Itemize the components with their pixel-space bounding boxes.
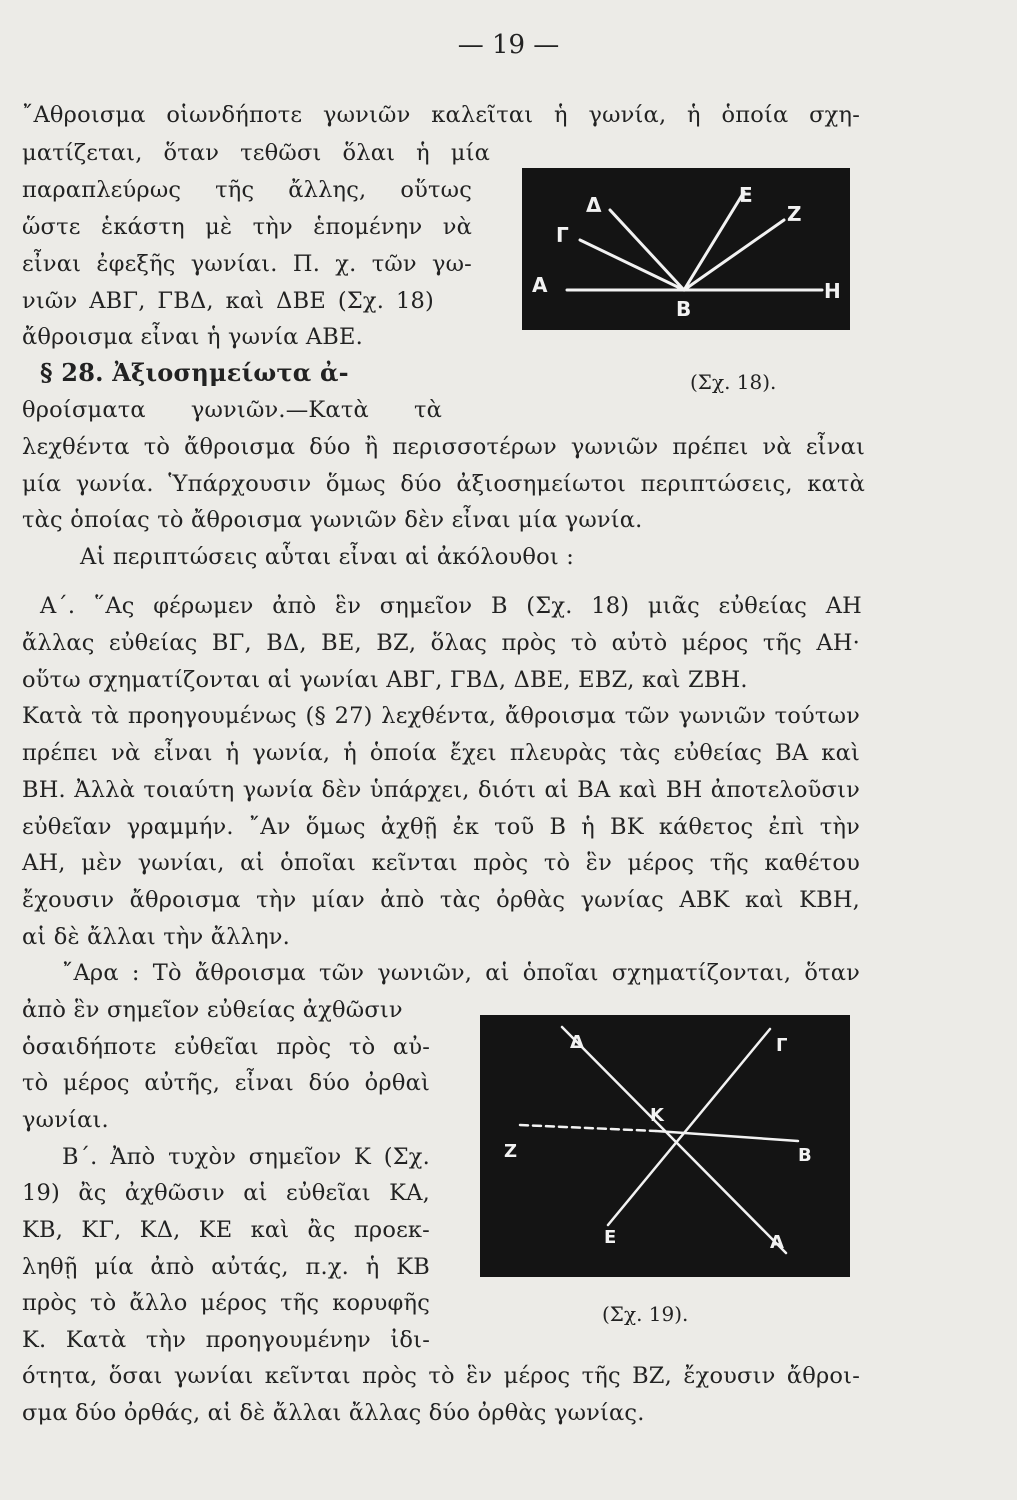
label-E: Ε (604, 1227, 617, 1248)
figure-18 (522, 168, 850, 330)
text-line: Κατὰ τὰ προηγουμένως (§ 27) λεχθέντα, ἄθροισμα τῶν γωνιῶν τούτων (22, 703, 860, 729)
text-line: ἔχουσιν ἄθροισμα τὴν μίαν ἀπὸ τὰς ὀρθὰς γωνίας ΑΒΚ καὶ ΚΒΗ, (22, 887, 860, 913)
text-line: ματίζεται, ὅταν τεθῶσι ὅλαι ἡ μία (22, 140, 490, 166)
text-line: Αἱ περιπτώσεις αὗται εἶναι αἱ ἀκόλουθοι : (80, 544, 575, 570)
text-line: σμα δύο ὀρθάς, αἱ δὲ ἄλλαι ἄλλας δύο ὀρθὰς γωνίας. (22, 1400, 645, 1426)
figure-18-caption: (Σχ. 18). (690, 370, 777, 394)
text-line: μία γωνία. Ὑπάρχουσιν ὅμως δύο ἀξιοσημείωτοι περιπτώσεις, κατὰ (22, 471, 865, 497)
text-line: οὕτω σχηματίζονται αἱ γωνίαι ΑΒΓ, ΓΒΔ, ΔΒΕ, ΕΒΖ, καὶ ΖΒΗ. (22, 667, 748, 693)
label-Z: Ζ (787, 202, 802, 226)
text-line: ἄλλας εὐθείας ΒΓ, ΒΔ, ΒΕ, ΒΖ, ὅλας πρὸς τὸ αὐτὸ μέρος τῆς ΑΗ· (22, 630, 860, 656)
text-line: ότητα, ὅσαι γωνίαι κεῖνται πρὸς τὸ ἓν μέρος τῆς ΒΖ, ἔχουσιν ἄθροι- (22, 1363, 860, 1389)
label-A: Α (770, 1232, 784, 1253)
label-Z: Ζ (504, 1141, 518, 1162)
label-H: Η (824, 279, 841, 303)
text-line: εὐθεῖαν γραμμήν. ῎Αν ὅμως ἀχθῇ ἐκ τοῦ Β ἡ ΒΚ κάθετος ἐπὶ τὴν (22, 814, 860, 840)
text-line: πρέπει νὰ εἶναι ἡ γωνία, ἡ ὁποία ἔχει πλευρὰς τὰς εὐθείας ΒΑ καὶ (22, 740, 860, 766)
figure-19-diagram (480, 1015, 850, 1277)
text-line: νιῶν ΑΒΓ, ΓΒΔ, καὶ ΔΒΕ (Σχ. 18) (22, 288, 434, 314)
line-BD (610, 210, 684, 290)
text-line: ΑΗ, μὲν γωνίαι, αἱ ὁποῖαι κεῖνται πρὸς τὸ ἓν μέρος τῆς καθέτου (22, 850, 860, 876)
label-A: Α (532, 273, 548, 297)
text-line: τὸ μέρος αὐτῆς, εἶναι δύο ὀρθαὶ (22, 1070, 430, 1096)
text-line: γωνίαι. (22, 1107, 109, 1133)
label-K: Κ (650, 1105, 664, 1126)
label-E: Ε (739, 183, 753, 207)
line-BG (580, 240, 684, 290)
text-line: ἄθροισμα εἶναι ἡ γωνία ΑΒΕ. (22, 324, 364, 350)
section-heading: § 28. Ἀξιοσημείωτα ἀ- (40, 358, 349, 387)
text-line: Α΄. ῞Ας φέρωμεν ἀπὸ ἓν σημεῖον Β (Σχ. 18) μιᾶς εὐθείας ΑΗ (40, 593, 862, 619)
label-G: Γ (776, 1035, 788, 1056)
line-BE (684, 192, 744, 290)
text-line: εἶναι ἐφεξῆς γωνίαι. Π. χ. τῶν γω- (22, 251, 472, 277)
text-line: Β΄. Ἀπὸ τυχὸν σημεῖον Κ (Σχ. (62, 1144, 430, 1170)
line-KZ-dashed (520, 1125, 656, 1131)
label-D: Δ (570, 1032, 584, 1053)
line-KG-KE (608, 1029, 770, 1225)
label-G: Γ (556, 223, 569, 247)
text-line: ἀπὸ ἓν σημεῖον εὐθείας ἀχθῶσιν (22, 997, 403, 1023)
text-line: ὁσαιδήποτε εὐθεῖαι πρὸς τὸ αὐ- (22, 1034, 430, 1060)
text-line: πρὸς τὸ ἄλλο μέρος τῆς κορυφῆς (22, 1290, 430, 1316)
text-line: ῎Αρα : Τὸ ἄθροισμα τῶν γωνιῶν, αἱ ὁποῖαι σχηματίζονται, ὅταν (62, 960, 860, 986)
figure-19-caption: (Σχ. 19). (602, 1302, 689, 1326)
label-B: Β (676, 297, 692, 321)
text-line: τὰς ὁποίας τὸ ἄθροισμα γωνιῶν δὲν εἶναι μία γωνία. (22, 507, 643, 533)
text-line: ΒΗ. Ἀλλὰ τοιαύτη γωνία δὲν ὑπάρχει, διότι αἱ ΒΑ καὶ ΒΗ ἀποτελοῦσιν (22, 777, 860, 803)
text-line: 19) ἂς ἀχθῶσιν αἱ εὐθεῖαι ΚΑ, (22, 1180, 430, 1206)
text-line: ΚΒ, ΚΓ, ΚΔ, ΚΕ καὶ ἂς προεκ- (22, 1217, 430, 1243)
text-line: ῎Αθροισμα οἱωνδήποτε γωνιῶν καλεῖται ἡ γωνία, ἡ ὁποία σχη- (22, 102, 860, 128)
text-line: αἱ δὲ ἄλλαι τὴν ἄλλην. (22, 924, 291, 950)
text-line: παραπλεύρως τῆς ἄλλης, οὕτως (22, 177, 472, 203)
figure-18-diagram (522, 168, 850, 330)
text-line: ὥστε ἑκάστη μὲ τὴν ἑπομένην νὰ (22, 214, 472, 240)
label-B: Β (798, 1145, 812, 1166)
text-line: λεχθέντα τὸ ἄθροισμα δύο ἢ περισσοτέρων γωνιῶν πρέπει νὰ εἶναι (22, 434, 865, 460)
line-BZ (684, 220, 784, 290)
page-number: — 19 — (457, 30, 560, 60)
text-line: θροίσματα γωνιῶν.—Κατὰ τὰ (22, 397, 442, 423)
text-line: Κ. Κατὰ τὴν προηγουμένην ἰδι- (22, 1327, 430, 1353)
figure-19 (480, 1015, 850, 1277)
text-line: ληθῇ μία ἀπὸ αὐτάς, π.χ. ἡ ΚΒ (22, 1254, 430, 1280)
line-DA (562, 1027, 786, 1253)
label-D: Δ (586, 193, 602, 217)
